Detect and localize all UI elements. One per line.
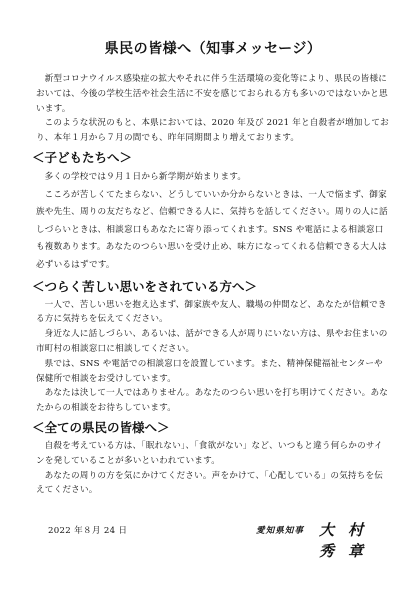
section-suffering (32, 278, 390, 416)
section-paragraph: あなたの周りの方を気にかけてください。声をかけて、「心配している」の気持ちを伝えてください。 (36, 470, 384, 496)
intro-paragraph: このような状況のもと、本県においては、2020 年及び 2021 年と自殺者が増加しており、本年１月から７月の間でも、昨年同期間より増えております。 (36, 118, 389, 144)
section-paragraph: こころが苦しくてたまらない、どうしていいか分からないときは、一人で悩まず、御家族や先生、周りの友だちなど、信頼できる人に、気持ちを話してください。周りの人に話しづらいときは、相談窓口もあなたに寄り添ってくれます。SNS や電話による相談窓口も複数あります。あなたのつらい思いを受け止め、味方になってくれる信頼できる大人は必ずいるはずです。 (36, 189, 388, 270)
section-heading: ＜つらく苦しい思いをされている方へ＞ (32, 278, 258, 294)
footer (36, 520, 390, 560)
section-heading: ＜子どもたちへ＞ (32, 149, 133, 165)
issue-date: 2022 年８月 24 日 (48, 526, 128, 536)
section-paragraph: あなたは決して一人ではありません。あなたのつらい思いを打ち明けてください。あなたからの相談をお待ちしています。 (36, 388, 389, 414)
signature-title: 愛知県知事 (256, 526, 304, 536)
section-children (32, 149, 390, 275)
section-paragraph: 自殺を考えている方は、「眠れない」、「食欲がない」など、いつもと違う何らかのサインを発していることが多いといわれています。 (36, 440, 383, 466)
page-title: 県民の皆様へ（知事メッセージ） (104, 41, 322, 57)
signature-name: 大村 秀章 (319, 521, 378, 560)
section-paragraph: 一人で、苦しい思いを抱え込まず、御家族や友人、職場の仲間など、あなたが信頼できる方に気持ちを伝えてください。 (36, 299, 387, 325)
section-heading: ＜全ての県民の皆様へ＞ (32, 419, 170, 435)
section-paragraph: 身近な人に話しづらい、あるいは、話ができる人が周りにいない方は、県やお住まいの市町村の相談窓口に相談してください。 (36, 329, 388, 354)
intro-paragraph: 新型コロナウイルス感染症の拡大やそれに伴う生活環境の変化等により、県民の皆様においては、今後の学校生活や社会生活に不安を感じておられる方も多いのではないかと思います。 (36, 74, 388, 114)
section-all-residents (32, 419, 390, 498)
section-paragraph: 県では、SNS や電話での相談窓口を設置しています。また、精神保健福祉センターや保健所で相談をお受けしています。 (36, 358, 383, 384)
intro-section (36, 72, 390, 146)
section-paragraph: 多くの学校では９月１日から新学期が始まります。 (44, 171, 247, 182)
